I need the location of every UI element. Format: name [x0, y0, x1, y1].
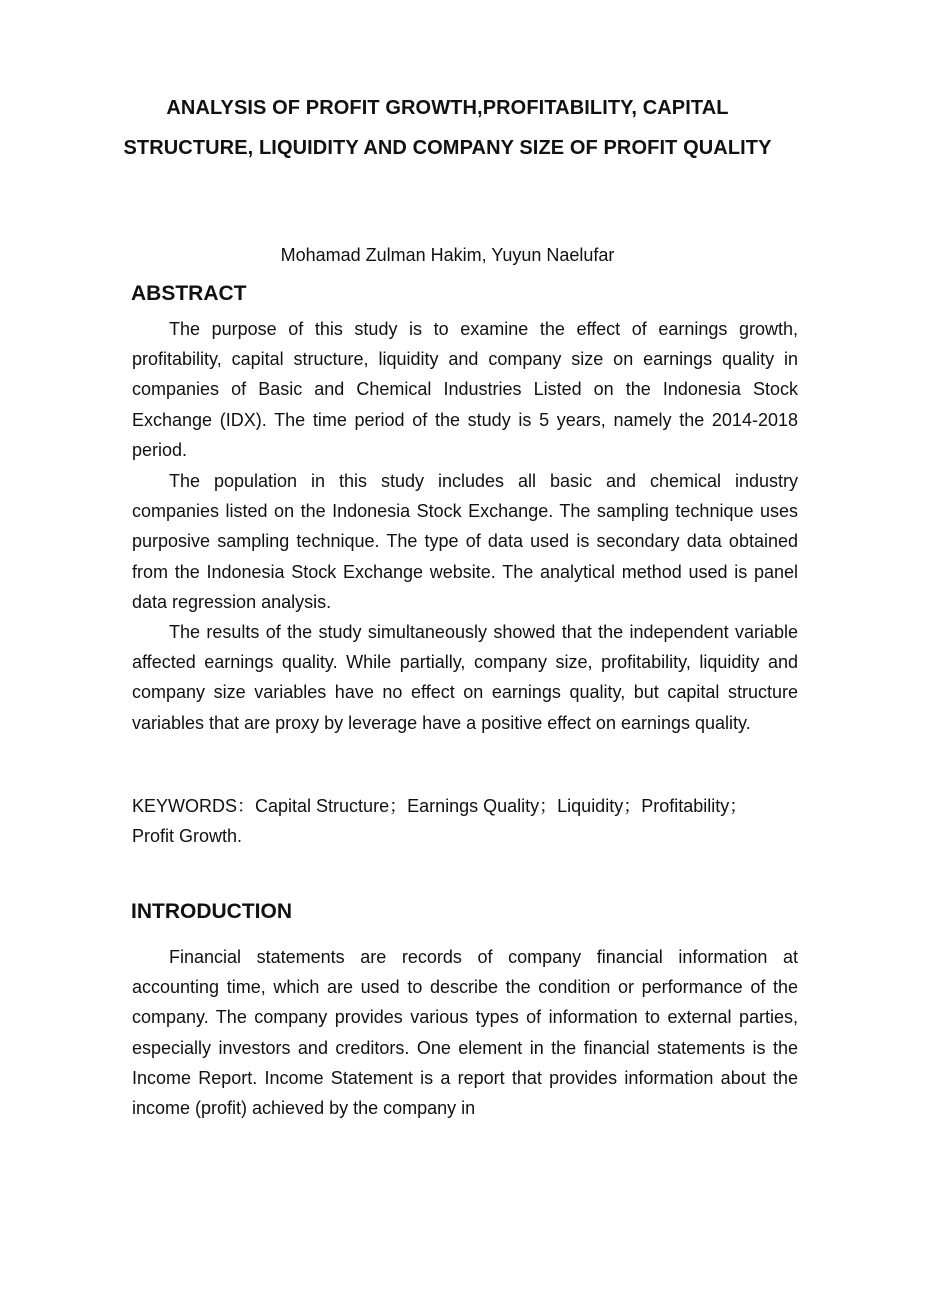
keywords-label: KEYWORDS：: [132, 796, 256, 816]
keyword-item: Profit Growth.: [132, 826, 243, 847]
abstract-paragraph-3: The results of the study simultaneously showed that the independent variable affected earnings quality. While partially, company size, profitability, liquidity and company size variables have no effect on earnings quality, but capital structure variables that are proxy by leverage have a positive effect on earnings quality.: [132, 622, 798, 733]
paper-title: ANALYSIS OF PROFIT GROWTH,PROFITABILITY, CAPITAL STRUCTURE, LIQUIDITY AND COMPANY SIZE OF PROFIT QUALITY: [123, 97, 772, 159]
keywords-line: [132, 791, 808, 851]
abstract-heading: ABSTRACT: [131, 282, 247, 305]
abstract-paragraph-2: The population in this study includes all basic and chemical industry companies listed on the Indonesia Stock Exchange. The sampling technique uses purposive sampling technique. The type of data used is secondary data obtained from the Indonesia Stock Exchange website. The analytical method used is panel data regression analysis.: [132, 471, 798, 612]
keyword-item: Profitability；: [641, 796, 748, 816]
introduction-heading: INTRODUCTION: [131, 900, 292, 923]
author-list: Mohamad Zulman Hakim, Yuyun Naelufar: [280, 245, 615, 265]
introduction-paragraph-1: Financial statements are records of company financial information at accounting time, which are used to describe the condition or performance of the company. The company provides various types of information to external parties, especially investors and creditors. One element in the financial statements is the Income Report. Income Statement is a report that provides information about the income (profit) achieved by the company in: [132, 947, 798, 1119]
keyword-item: Capital Structure；: [255, 796, 408, 816]
abstract-paragraph-1: The purpose of this study is to examine the effect of earnings growth, profitability, capital structure, liquidity and company size on earnings quality in companies of Basic and Chemical Industries Listed on the Indonesia Stock Exchange (IDX). The time period of the study is 5 years, namely the 2014-2018 period.: [132, 319, 798, 460]
keyword-item: Earnings Quality；: [407, 796, 558, 816]
keyword-item: Liquidity；: [557, 796, 642, 816]
